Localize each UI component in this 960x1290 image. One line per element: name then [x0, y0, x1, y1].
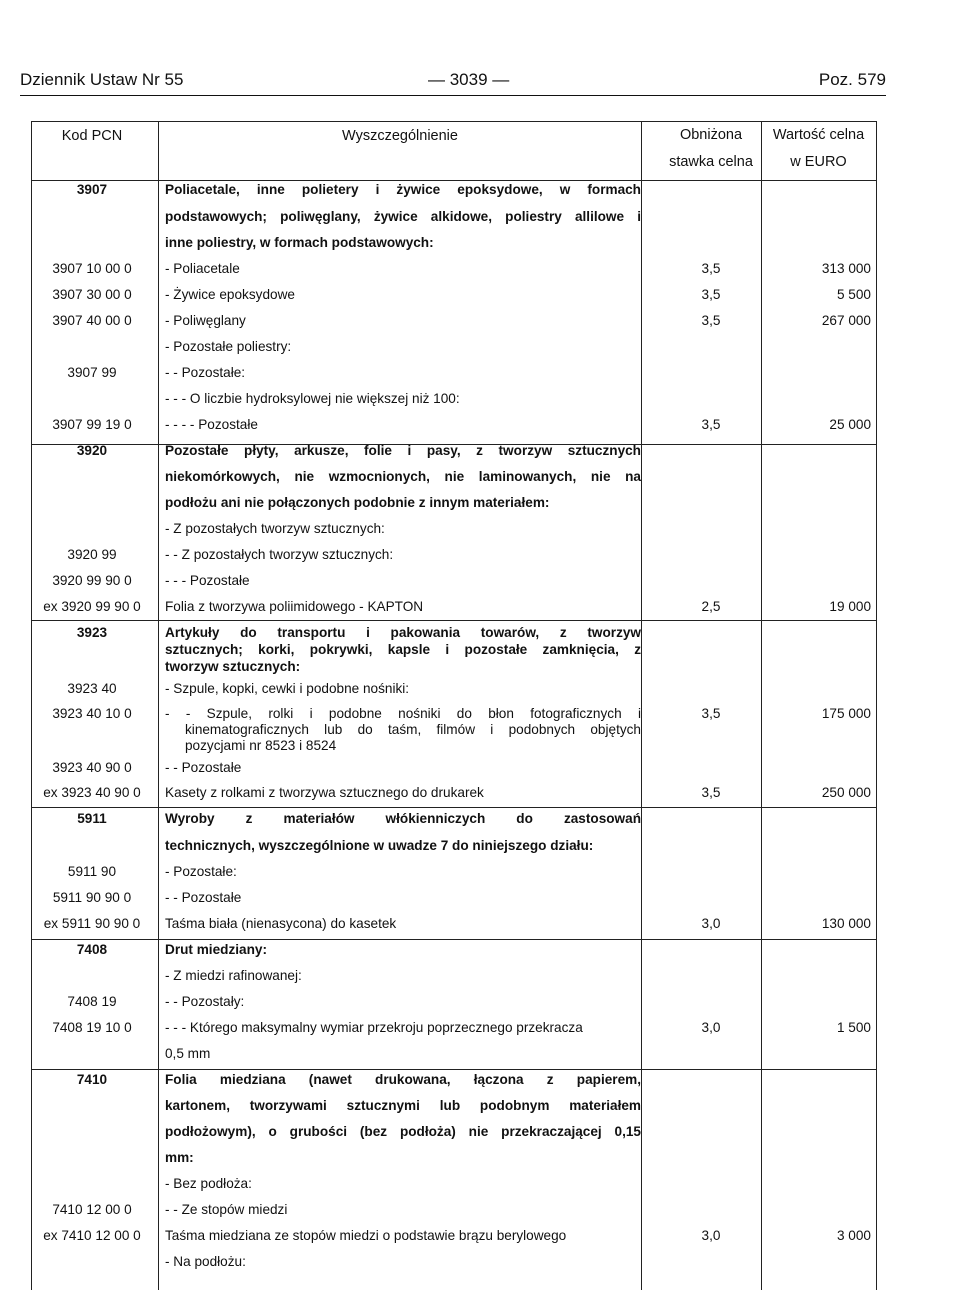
row-description: - Bez podłoża:: [165, 1176, 252, 1191]
row-description: Drut miedziany:: [165, 942, 267, 957]
row-description: mm:: [165, 1150, 194, 1165]
row-code: ex 7410 12 00 0: [43, 1228, 141, 1243]
row-rate: 3,0: [701, 1228, 721, 1243]
row-code: 7408 19 10 0: [52, 1020, 132, 1035]
row-value: 130 000: [821, 916, 871, 931]
row-description: - - Pozostałe:: [165, 365, 246, 380]
group-divider: [31, 620, 877, 621]
page-header: [20, 70, 886, 96]
row-value: 313 000: [821, 261, 871, 276]
row-code: 3920 99: [67, 547, 117, 562]
row-description: - Z pozostałych tworzyw sztucznych:: [165, 521, 385, 536]
row-code: 7408: [76, 942, 108, 957]
row-code: 3923 40: [67, 681, 117, 696]
row-code: 3923 40 90 0: [52, 760, 132, 775]
row-code: 5911 90: [67, 864, 117, 879]
row-description: - - Pozostałe: [165, 890, 242, 905]
row-code: 3923 40 10 0: [52, 706, 132, 721]
row-description: Pozostałe płyty, arkusze, folie i pasy, z tworzyw sztucznych: [165, 443, 641, 458]
row-code: ex 3920 99 90 0: [43, 599, 141, 614]
row-rate: 2,5: [701, 599, 721, 614]
row-rate: 3,5: [701, 417, 721, 432]
row-rate: 3,5: [701, 287, 721, 302]
row-description: kinematograficznych lub do taśm, filmów i podobnych objętych: [185, 722, 641, 737]
header-rate-1: Obniżona: [679, 127, 743, 143]
row-value: 267 000: [821, 313, 871, 328]
header-value-2: w EURO: [790, 154, 847, 170]
row-rate: 3,5: [701, 313, 721, 328]
row-description: - - Z pozostałych tworzyw sztucznych:: [165, 547, 394, 562]
tariff-table: [31, 121, 877, 1290]
header-bottom-border: [31, 180, 877, 181]
row-description: kartonem, tworzywami sztucznymi lub podobnym materiałem: [165, 1098, 641, 1113]
row-description: - Żywice epoksydowe: [165, 287, 295, 302]
row-rate: 3,5: [701, 785, 721, 800]
header-value-1: Wartość celna: [772, 127, 865, 143]
row-description: Folia z tworzywa poliimidowego - KAPTON: [165, 599, 424, 614]
row-code: 3907 99: [67, 365, 117, 380]
row-description: - Pozostałe poliestry:: [165, 339, 292, 354]
row-description: - - Szpule, rolki i podobne nośniki do błon fotograficznych i: [165, 706, 641, 721]
row-description: - - Ze stopów miedzi: [165, 1202, 288, 1217]
row-description: - - - Którego maksymalny wymiar przekroju poprzecznego przekracza: [165, 1020, 583, 1035]
row-code: 5911: [77, 811, 107, 826]
row-code: ex 5911 90 90 0: [43, 916, 141, 931]
row-description: Wyroby z materiałów włókienniczych do zastosowań: [165, 811, 641, 826]
row-description: Taśma miedziana ze stopów miedzi o podstawie brązu berylowego: [165, 1228, 567, 1243]
row-description: - - - - Pozostałe: [165, 417, 258, 432]
row-code: 3907 30 00 0: [52, 287, 132, 302]
group-divider: [31, 807, 877, 808]
row-rate: 3,0: [701, 916, 721, 931]
row-description: Artykuły do transportu i pakowania towarów, z tworzyw: [165, 625, 641, 640]
page-number: — 3039 —: [428, 70, 510, 89]
row-description: podstawowych; poliwęglany, żywice alkidowe, poliestry allilowe i: [165, 209, 641, 224]
col-border-desc: [641, 121, 642, 1290]
row-code: 3907: [76, 182, 108, 197]
row-description: - - Pozostały:: [165, 994, 245, 1009]
row-code: 7410 12 00 0: [52, 1202, 132, 1217]
row-code: 5911 90 90 0: [52, 890, 132, 905]
row-description: - Na podłożu:: [165, 1254, 246, 1269]
row-description: - Pozostałe:: [165, 864, 237, 879]
row-description: podłożowym), o grubości (bez podłoża) nie przekraczającej 0,15: [165, 1124, 641, 1139]
row-value: 3 000: [836, 1228, 871, 1243]
row-code: 7408 19: [67, 994, 117, 1009]
row-rate: 3,5: [701, 706, 721, 721]
row-code: 3907 99 19 0: [52, 417, 132, 432]
journal-title: Dziennik Ustaw Nr 55: [20, 70, 184, 89]
row-description: - Szpule, kopki, cewki i podobne nośniki:: [165, 681, 410, 696]
row-code: 3907 40 00 0: [52, 313, 132, 328]
row-description: Taśma biała (nienasycona) do kasetek: [165, 916, 397, 931]
group-divider: [31, 939, 877, 940]
row-value: 5 500: [836, 287, 871, 302]
row-code: ex 3923 40 90 0: [43, 785, 141, 800]
header-code: Kod PCN: [61, 128, 123, 144]
row-description: - - - O liczbie hydroksylowej nie większej niż 100:: [165, 391, 460, 406]
row-rate: 3,5: [701, 261, 721, 276]
row-code: 3920: [76, 443, 108, 458]
header-description: Wyszczególnienie: [342, 128, 458, 144]
row-value: 25 000: [829, 417, 871, 432]
row-description: 0,5 mm: [165, 1046, 211, 1061]
row-description: podłożu ani nie połączonych podobnie z innym materiałem:: [165, 495, 550, 510]
row-description: Poliacetale, inne polietery i żywice epoksydowe, w formach: [165, 182, 641, 197]
row-description: inne poliestry, w formach podstawowych:: [165, 235, 434, 250]
row-description: pozycjami nr 8523 i 8524: [185, 738, 337, 753]
row-value: 1 500: [836, 1020, 871, 1035]
row-description: - Poliwęglany: [165, 313, 246, 328]
row-value: 175 000: [821, 706, 871, 721]
row-value: 250 000: [821, 785, 871, 800]
position-number: Poz. 579: [818, 70, 886, 89]
table-top-border: [31, 121, 877, 122]
col-border-right: [876, 121, 877, 1290]
row-description: Kasety z rolkami z tworzywa sztucznego do drukarek: [165, 785, 484, 800]
col-border-code: [158, 121, 159, 1290]
row-description: - Poliacetale: [165, 261, 240, 276]
row-description: - Z miedzi rafinowanej:: [165, 968, 302, 983]
row-code: 3923: [76, 625, 108, 640]
row-description: niekomórkowych, nie wzmocnionych, nie laminowanych, nie na: [165, 469, 641, 484]
row-code: 3920 99 90 0: [52, 573, 132, 588]
row-rate: 3,0: [701, 1020, 721, 1035]
row-code: 3907 10 00 0: [52, 261, 132, 276]
row-code: 7410: [76, 1072, 108, 1087]
row-description: - - - Pozostałe: [165, 573, 250, 588]
header-rule: [20, 95, 886, 96]
group-divider: [31, 1069, 877, 1070]
row-description: technicznych, wyszczególnione w uwadze 7 do niniejszego działu:: [165, 838, 594, 853]
row-description: tworzyw sztucznych:: [165, 659, 301, 674]
row-description: sztucznych; korki, pokrywki, kapsle i pozostałe zamknięcia, z: [165, 642, 641, 657]
row-value: 19 000: [829, 599, 871, 614]
row-description: Folia miedziana (nawet drukowana, łączona z papierem,: [165, 1072, 641, 1087]
row-description: - - Pozostałe: [165, 760, 242, 775]
header-rate-2: stawka celna: [669, 154, 753, 170]
